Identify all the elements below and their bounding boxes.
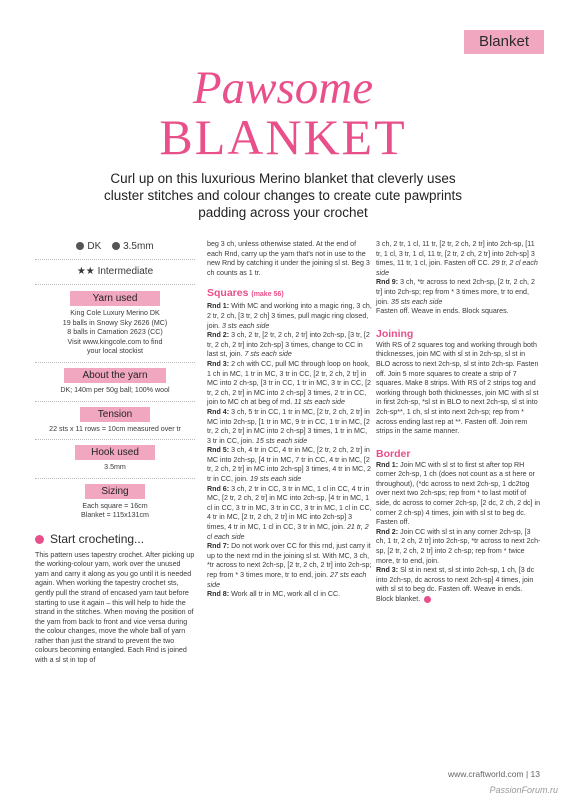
round-label: Rnd 3: xyxy=(207,359,230,368)
hook-size-label: 3.5mm xyxy=(123,241,154,252)
rnd8-count: 29 tr, 2 cl each side xyxy=(376,259,538,277)
round-item xyxy=(207,360,372,408)
tension-heading: Tension xyxy=(80,407,150,422)
round-item xyxy=(207,542,372,590)
round-label: Rnd 5: xyxy=(207,446,230,455)
about-text: DK; 140m per 50g ball; 100% wool xyxy=(60,385,170,394)
round-count: 7 sts each side xyxy=(244,350,292,359)
round-text: Do not work over CC for this rnd, just carry it up to the next rnd in the joining sl st. With MC, 3 ch, *tr across to next 2ch-sp, [2 tr, 2 ch, 2 tr] into 2ch-sp; rep from * 3 times more, tr to end, join. xyxy=(207,542,372,579)
bullet-icon xyxy=(35,535,44,544)
start-crocheting-heading xyxy=(35,531,195,546)
hook-text: 3.5mm xyxy=(104,463,126,472)
page-footer: www.craftworld.com | 13 xyxy=(448,769,540,779)
round-text: Work all tr in MC, work all cl in CC. xyxy=(231,590,341,599)
squares-heading xyxy=(207,286,372,302)
round-count: 19 sts each side xyxy=(249,475,302,484)
round-item xyxy=(207,302,372,331)
yarn-line: 8 balls in Carnation 2623 (CC) xyxy=(67,328,163,337)
title-line-2: BLANKET xyxy=(159,109,407,165)
round-label: Rnd 8: xyxy=(207,590,230,599)
yarn-weight-icon xyxy=(76,242,84,250)
round-label: Rnd 1: xyxy=(376,460,399,469)
about-heading: About the yarn xyxy=(64,368,166,383)
round-item xyxy=(376,566,541,595)
divider xyxy=(35,284,195,285)
squares-count: (make 56) xyxy=(251,291,284,299)
squares-title: Squares xyxy=(207,287,249,300)
round-item xyxy=(207,590,372,600)
divider xyxy=(35,439,195,440)
round-count: 11 sts each side xyxy=(294,398,345,407)
spec-badges xyxy=(35,240,195,254)
closing-line xyxy=(376,595,541,605)
round-text: 3 ch, 5 tr in CC, 1 tr in MC, [2 tr, 2 ch, 2 tr] in MC into 2ch-sp, [1 tr in MC, 9 tr in CC, 1 tr in MC, [2 tr, 2 ch, 2 tr] in MC into 2 ch-sp] 3 times, 1 tr in MC, 3 tr in CC, join. xyxy=(207,407,370,445)
round-item xyxy=(207,331,372,360)
round-count: 3 sts each side xyxy=(222,321,270,330)
round-item xyxy=(376,278,541,307)
yarn-heading: Yarn used xyxy=(70,291,160,306)
round-text: 2 ch with CC, pull MC through loop on hook, 1 ch in MC, 1 tr in MC, 3 tr in CC, [2 tr, 2 ch, 2 tr] in MC into 2 ch-sp, [3 tr in CC, 1 tr in MC, 3 tr in CC, [2 tr, 2 ch, 2 tr] in MC into 2 ch-sp] 3 times, 2 tr in CC, join to MC ch at beg of rnd. xyxy=(207,359,371,407)
tension-text: 22 sts x 11 rows = 10cm measured over tr xyxy=(49,424,181,433)
divider xyxy=(35,478,195,479)
round-text: Join MC with sl st to first st after top RH corner 2ch-sp, 1 ch (does not count as a st here or throughout), (*dc across to next 2ch-sp, 1 dc2tog over next two 2ch-sps; rep from * to last motif of side, dc across to corner 2ch-sp, [2 dc, 2 ch, 2 dc] in corner 2 ch-sp) 4 times, join with sl st to beg dc. Fasten off. xyxy=(376,460,541,527)
round-label: Rnd 3: xyxy=(376,566,399,575)
end-mark-icon xyxy=(424,596,431,603)
yarn-line: your local stockist xyxy=(87,347,143,356)
rnd8-text: 3 ch, 2 tr, 1 cl, 11 tr, [2 tr, 2 ch, 2 tr] into 2ch-sp, [11 tr, 1 cl, 3 tr, 1 cl, 11 tr, [2 tr, 2 ch, 2 tr] into 2ch-sp] 3 times, 11 tr, 1 cl, join. Fasten off CC. xyxy=(376,240,535,268)
round-text: 3 ch, 2 tr in CC, 3 tr in MC, 1 cl in CC, 4 tr in MC, [2 tr, 2 ch, 2 tr] in MC into 2ch-sp, [4 tr in MC, 1 cl in CC, 3 tr in MC, 3 tr in CC, 3 tr in MC, 1 cl in CC, 4 tr in MC, [2 tr, 2 ch, 2 tr] in MC into 2ch-sp] 3 times, 4 tr in MC, 1 cl in CC, 3 tr in MC, join. xyxy=(207,484,372,532)
watermark: PassionForum.ru xyxy=(489,785,558,795)
round-label: Rnd 9: xyxy=(376,278,399,287)
round-count: 21 tr, 2 cl each side xyxy=(207,523,369,541)
round-item xyxy=(376,528,541,566)
title-line-1: Pawsome xyxy=(192,62,374,114)
start-heading-label: Start crocheting... xyxy=(50,531,145,546)
hook-heading: Hook used xyxy=(75,445,155,460)
round-label: Rnd 2: xyxy=(207,331,230,340)
round-item xyxy=(207,485,372,543)
joining-heading: Joining xyxy=(376,327,414,340)
yarn-weight-label: DK xyxy=(87,241,102,252)
hook-icon xyxy=(112,242,120,250)
divider xyxy=(35,401,195,402)
sizing-details xyxy=(35,502,195,521)
round-count: 15 sts each side xyxy=(255,436,308,445)
yarn-details xyxy=(35,309,195,357)
sizing-heading: Sizing xyxy=(85,484,145,499)
joining-text: With RS of 2 squares tog and working through both thicknesses, join MC with sl st in 2ch-sp, sl st in BLO across to next 2ch-sp, sl st into 2ch-sp. Fasten off. Join 5 more squares to create a strip of 7 squares. Make 8 strips. With RS of 2 strips tog and working through both thicknesses, join MC with sl st in first 2ch-sp, *sl st in BLO to next 2ch-sp, sl st into 2ch-sp**, 1 ch, sl st into next 2ch-sp; rep from * across ending last rep at **. Fasten off. Join rem strips in the same manner. xyxy=(376,340,539,436)
round-text: Sl st in next st, sl st into 2ch-sp, 1 ch, [3 dc into 2ch-sp, dc across to next 2ch-sp] 4 times, join with sl st to beg dc. Fasten off. Weave in ends. xyxy=(376,566,535,594)
yarn-line: Visit www.kingcole.com to find xyxy=(67,337,163,346)
squares-rounds xyxy=(207,302,372,599)
round-label: Rnd 2: xyxy=(376,527,399,536)
round-text: Join CC with sl st in any corner 2ch-sp, [3 ch, 1 tr, 2 ch, 2 tr] into 2ch-sp, *tr across to next 2ch-sp, [2 tr, 2 ch, 2 tr] into 2 ch-sp; rep from * twice more, tr to end, join. xyxy=(376,527,541,565)
sizing-line: Each square = 16cm xyxy=(82,501,148,510)
round-text: 3 ch, 4 tr in CC, 4 tr in MC, [2 tr, 2 ch, 2 tr] in MC into 2ch-sp, [4 tr in MC, 7 tr in CC, 4 tr in MC, [2 tr, 2 ch, 2 tr] in MC into 2ch-sp] 3 times, 4 tr in MC, 2 tr in CC, join. xyxy=(207,446,371,484)
column-2 xyxy=(207,240,372,600)
yarn-line: King Cole Luxury Merino DK xyxy=(70,309,160,317)
col2-intro: beg 3 ch, unless otherwise stated. At the end of each Rnd, carry up the yarn that's not in use to the new Rnd by catching it under the joining sl st. Beg 3 ch counts as 1 tr. xyxy=(207,240,370,277)
col1-body: This pattern uses tapestry crochet. After picking up the working-colour yarn, work over the unused yarn and carry it along as you go until it is needed again. When working the tapestry crochet sts, gently pull the strand of encased yarn taut before starting to use it again – this will help to hide the strand in the stitches. When moving the position of the yarn from back to front and vice versa during the colour changes, move the whole ball of yarn rather than just the strand to prevent the two colours becoming entangled. Each Rnd is joined with a sl st in top of xyxy=(35,550,195,665)
yarn-line: 19 balls in Snowy Sky 2626 (MC) xyxy=(62,318,168,327)
section-tag: Blanket xyxy=(464,30,544,54)
level-stars: ★★ xyxy=(76,266,95,277)
divider xyxy=(35,259,195,260)
border-heading: Border xyxy=(376,447,411,460)
round-text: With MC and working into a magic ring, 3 ch, 2 tr, 2 ch, [3 tr, 2 ch] 3 times, pull magic ring closed, join. xyxy=(207,302,372,330)
finish-squares: Fasten off. Weave in ends. Block squares. xyxy=(376,307,509,316)
round-count: 27 sts each side xyxy=(207,571,367,589)
intro-text: Curl up on this luxurious Merino blanket that cleverly uses cluster stitches and colour changes to create cute pawprints padding across your crochet xyxy=(104,171,462,220)
level-label: Intermediate xyxy=(97,266,154,277)
column-3 xyxy=(376,240,541,605)
closing-text: Block blanket. xyxy=(376,595,421,603)
round-item xyxy=(207,446,372,484)
round-item xyxy=(376,461,541,528)
round-label: Rnd 7: xyxy=(207,542,230,551)
rnd8-continued xyxy=(376,240,541,278)
sizing-line: Blanket = 115x131cm xyxy=(81,511,149,520)
round-count: 35 sts each side xyxy=(391,297,443,306)
round-label: Rnd 1: xyxy=(207,302,230,311)
round-label: Rnd 4: xyxy=(207,407,230,416)
round-label: Rnd 6: xyxy=(207,484,230,493)
round-text: 3 ch, *tr across to next 2ch-sp, [2 tr, 2 ch, 2 tr] into 2ch-sp; rep from * 3 times more, tr to end, join. xyxy=(376,278,535,306)
round-item xyxy=(207,408,372,446)
round-text: 3 ch, 2 tr, [2 tr, 2 ch, 2 tr] into 2ch-sp, [3 tr, [2 tr, 2 ch, 2 tr] into 2ch-sp] 3 times, change to CC in last st, join. xyxy=(207,331,370,359)
column-1 xyxy=(35,240,195,666)
divider xyxy=(35,362,195,363)
skill-level xyxy=(35,265,195,279)
